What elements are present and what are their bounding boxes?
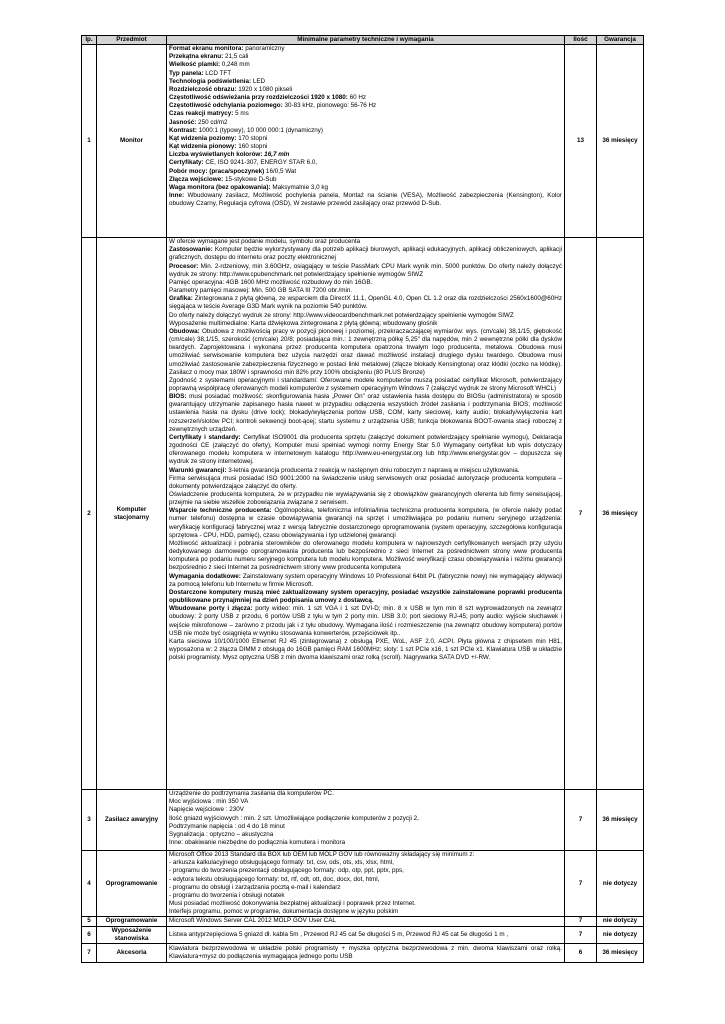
header-qty: Ilość (565, 36, 597, 45)
spec-value: Podtrzymanie napięcia : od 4 do 18 minut (169, 822, 285, 830)
header-item: Przedmiot (97, 36, 167, 45)
spec-label: Inne: (169, 191, 185, 199)
spec-label: Wsparcie techniczne producenta: (169, 507, 272, 515)
spec-label: Technologia podświetlenia: (169, 77, 252, 85)
spec-label: Przekątna ekranu: (169, 53, 224, 61)
spec-line (169, 246, 562, 262)
spec-line (169, 176, 562, 184)
row-item: Akcesoria (97, 943, 167, 962)
spec-value: Microsoft Windows Server CAL 2012 MOLP GOV User CAL (169, 917, 336, 925)
spec-line (169, 798, 562, 806)
row-spec (167, 943, 565, 962)
spec-value: 30-83 kHz, pionowego: 56-76 Hz (282, 102, 377, 110)
spec-label: Wymagania dodatkowe: (169, 572, 241, 580)
spec-line (169, 823, 562, 831)
row-spec (167, 917, 565, 926)
spec-line (169, 806, 562, 814)
spec-value: Napięcie wejściowe : 230V (169, 806, 244, 814)
spec-line (169, 900, 562, 908)
header-lp: lp. (82, 36, 97, 45)
spec-label: Procesor: (169, 262, 199, 270)
spec-value: Min. 2-rdzeniowy, min 3.60GHz, osiągający w teście PassMark CPU Mark wynik min. 5000 punktów. Do oferty należy dołączyć wydruk ze strony: http://www.cpubenchmark.net potwierdzający spełnienie wymogów SIWZ (169, 262, 562, 278)
row-spec (167, 851, 565, 917)
spec-value: 1000:1 (typowy), 10 000 000:1 (dynamiczny) (197, 126, 324, 134)
table-row (82, 917, 644, 926)
spec-line (169, 135, 562, 143)
spec-value: - programu do obsługi i zarządzania pocztą e-mail i kalendarz (169, 883, 341, 891)
spec-line (169, 86, 562, 94)
spec-line (169, 892, 562, 900)
spec-value: Pamięć operacyjna: 4GB 1600 MHz możliwość rozbudowy do min 16GB. (169, 278, 373, 286)
spec-line (169, 102, 562, 110)
row-item: Oprogramowanie (97, 917, 167, 926)
spec-line (169, 110, 562, 118)
row-warranty: 36 miesięcy (597, 790, 644, 851)
spec-line (169, 831, 562, 839)
spec-line (169, 238, 562, 246)
spec-label: Certyfikaty i standardy: (169, 433, 241, 441)
spec-line (169, 815, 562, 823)
spec-line (169, 790, 562, 798)
spec-value: Zintegrowana z płytą główną, ze wsparciem dla DirectX 11.1, OpenGL 4.0, Open CL 1.2 oraz dla rozdzielczości 2560x1600@60Hz sięgająca w teście Average G3D Mark wynik na poziomie 540 punktów. (169, 295, 562, 311)
row-item: Monitor (97, 45, 167, 238)
row-spec (167, 238, 565, 790)
spec-value: Możliwość aktualizacji i pobrania sterowników do oferowanego modelu komputera w najnowszych certyfikowanych wersjach przy użyciu dedykowanego darmowego oprogramowania producenta lub bezpośrednio z sieci Internet za pośrednictwem strony www producenta komputera po podaniu numeru seryjnego komputera lub modelu komputera. Możliwość weryfikacji czasu obowiązywania i reżimu gwarancji bezpośrednio z sieci Internet za pośrednictwem strony www producenta komputera (169, 539, 562, 572)
spec-value: panoramiczny (243, 45, 285, 53)
spec-value: Sygnalizacja : optyczno – akustyczna (169, 830, 274, 838)
spec-label: Grafika: (169, 295, 193, 303)
row-item: Oprogramowanie (97, 851, 167, 917)
spec-line (169, 467, 562, 475)
row-lp: 1 (82, 45, 97, 238)
spec-value: LED (251, 77, 266, 85)
row-warranty: 36 miesięcy (597, 238, 644, 790)
spec-label: Warunki gwarancji: (169, 466, 227, 474)
spec-value: Urządzenie do podtrzymania zasilania dla komputerów PC. (169, 790, 334, 798)
table-row (82, 926, 644, 943)
spec-value: 160 stopni (236, 143, 268, 151)
spec-label: Format ekranu monitora: (169, 45, 244, 53)
row-lp: 3 (82, 790, 97, 851)
spec-line (169, 127, 562, 135)
spec-value: Firma serwisująca musi posiadać ISO 9001:2000 na świadczenie usług serwisowych oraz posiadać autoryzacje producenta komputera – dokumenty potwierdzające załączyć do oferty. (169, 474, 562, 490)
spec-label: Liczba wyświetlanych kolorów: (169, 151, 263, 159)
spec-value: Zainstalowany system operacyjny Windows 10 Professional 64bit PL (fabrycznie nowy) nie wymagający aktywacji za pomocą telefonu lub Internetu w firmie Microsoft. (169, 572, 562, 588)
spec-line (169, 78, 562, 86)
row-spec (167, 790, 565, 851)
row-lp: 4 (82, 851, 97, 917)
spec-line (169, 279, 562, 287)
row-warranty: 36 miesięcy (597, 943, 644, 962)
spec-label: Waga monitora (bez opakowania): (169, 183, 271, 191)
spec-value: 60 Hz (347, 94, 367, 102)
spec-label: Częstotliwość odświeżania przy rozdzielczości 1920 x 1080: (169, 94, 348, 102)
spec-value: Maksymalnie 3,0 kg (270, 183, 328, 191)
row-qty: 7 (565, 926, 597, 943)
spec-line (169, 491, 562, 507)
spec-value: Inne: obakiwanie niezbędne do podłącznia komutera i monitora (169, 839, 346, 847)
spec-line (169, 287, 562, 295)
spec-label: Dostarczone komputery muszą mieć zaktualizowany system operacyjny, posiadać wszystkie zainstalowane poprawki producenta opublikowane przynajmniej na dzień podpisania umowy z dostawcą. (169, 588, 562, 605)
spec-line (169, 859, 562, 867)
spec-value: Obudowa z możliwością pracy w pozycji pionowej i poziomej, przekraczaczającej wymiarów: wys. (cm/cale) 38,1/15, głębokość (cm/cale) 38,1/15, szerokość (cm/cale) 20/8; posiadająca min.: 1 zewnętrzną półkę 5,25" dla napędów, min 2 wewnętrzne półki dla dysków twardych. Zaprojektowana i wykonana przez producenta komputera opatrzona trwałym logo producenta, metalowa. Obudowa musi umożliwiać serwisowanie komputera bez użycia narzędzi oraz dawać możliwość instalacji drugiego dysku twardego. Obudowa musi umożliwiać zastosowanie zabezpieczenia fizycznego w postaci linki metalowej (złącze blokady Kensingtona) oraz kłódki (oczko na kłódkę). Zasilacz o mocy max 180W i sprawności min 82% przy 100% obciążeniu (80 PLUS Bronze) (169, 327, 562, 376)
row-qty: 7 (565, 917, 597, 926)
row-item: Wyposażenie stanowiska (97, 926, 167, 943)
spec-label: Kontrast: (169, 126, 197, 134)
spec-label: Jasność: (169, 118, 197, 126)
spec-line (169, 320, 562, 328)
spec-label: Certyfikaty: (169, 159, 204, 167)
spec-label: BIOS: (169, 393, 187, 401)
spec-line (169, 70, 562, 78)
spec-line (169, 328, 562, 377)
spec-value: Ogólnopolska, telefoniczna infolinia/linia techniczna producenta komputera, (w ofercie należy podać numer telefonu) dostępna w czasie obowiązywania gwarancji na sprzęt i umożliwiająca po podaniu numeru seryjnego urządzenia: weryfikację konfiguracji fabrycznej wraz z wersją fabrycznie dostarczonego oprogramowania (system operacyjny, szczegółowa konfiguracja sprzętowa - CPU, HDD, pamięć), czasu obowiązywania i typ udzielonej gwarancji (169, 507, 562, 539)
specification-table (81, 35, 644, 963)
spec-label: Kąt widzenia pionowy: (169, 143, 237, 151)
spec-value: - programu do tworzenia i obsługi notatek (169, 891, 285, 899)
table-row (82, 943, 644, 962)
spec-value: 5 ms (233, 110, 249, 118)
spec-label: Obudowa: (169, 327, 200, 335)
spec-label: Zastosowanie: (169, 246, 213, 254)
spec-value: Musi posiadać możliwość dokonywania bezpłatnej aktualizacji i poprawek przez Internet. (169, 900, 416, 908)
spec-value: 16/0,5 Wat (264, 167, 297, 175)
spec-line (169, 263, 562, 279)
spec-value: - programu do tworzenia prezentacji obsługującego formaty: odp, otp, ppt, pptx, pps, (169, 867, 404, 875)
spec-line (169, 393, 562, 434)
spec-value: 21,5 cali (223, 53, 249, 61)
spec-line (169, 377, 562, 393)
row-spec (167, 926, 565, 943)
spec-value: 16,7 mln (262, 151, 290, 159)
spec-value: Wyposażenie multimedialne: Karta dźwiękowa zintegrowana z płytą główną; wbudowany głośnik (169, 319, 438, 327)
spec-line (169, 589, 562, 605)
spec-line (169, 867, 562, 875)
spec-value: Oświadczenie producenta komputera, że w przypadku nie wywiązywania się z obowiązków gwarancyjnych oferenta lub firmy serwisującej, przejmie na siebie wszelkie zobowiązania związane z serwisem. (169, 491, 562, 507)
spec-line (169, 312, 562, 320)
spec-value: Microsoft Office 2013 Standard dla BOX lub OEM lub MOLP GOV lub równoważny składający się minimum z: (169, 851, 475, 859)
table-row (82, 238, 644, 790)
row-spec (167, 45, 565, 238)
row-qty: 7 (565, 238, 597, 790)
header-warranty: Gwarancja (597, 36, 644, 45)
spec-label: Złącza wejściowe: (169, 175, 224, 183)
spec-line (169, 638, 562, 662)
spec-value: Parametry pamięci masowej: Min. 500 GB SATA III 7200 obr./min. (169, 287, 353, 295)
table-row (82, 45, 644, 238)
spec-line (169, 573, 562, 589)
spec-label: Pobór mocy: (praca/spoczynek) (169, 167, 265, 175)
spec-line (169, 119, 562, 127)
table-body (82, 45, 644, 963)
row-qty: 7 (565, 851, 597, 917)
spec-line (169, 53, 562, 61)
spec-line (169, 851, 562, 859)
spec-line (169, 159, 562, 167)
spec-line (169, 605, 562, 638)
spec-value: Ilość gniazd wyjściowych : min. 2 szt. Umożliwiające podłączenie komputerów z pozycji 2, (169, 814, 419, 822)
spec-value: CE, ISO 9241-307, ENERGY STAR 6.0, (203, 159, 318, 167)
spec-line (169, 61, 562, 69)
spec-value: Do oferty należy dołączyć wydruk ze strony: http://www.videocardbenchmark.net potwierdzający spełnienie wymogów SIWZ (169, 311, 514, 319)
spec-value: Karta sieciowa 10/100/1000 Ethernet RJ 45 (zintegrowana) z obsługą PXE, WoL, ASF 2.0, ACPI. Płyta główna z chipsetem min H81, wyposażona w: 2 złącza DIMM z obsługą do 16GB pamięci RAM 1600MHz; sloty: 1 szt PCIe x16, 1 szt PCIe x1. Klawiatura USB w układzie polski programisty. Mysz optyczna USB z min dwoma klawiszami oraz rolką (scroll). Nagrywarka SATA DVD +/-RW. (169, 637, 562, 662)
spec-value: Zgodność z systemami operacyjnymi i standardami: Oferowane modele komputerów muszą posiadać certyfikat Microsoft, potwierdzający poprawną współpracę oferowanych modeli komputerów z systemem operacyjnym Windows 7 (załączyć wydruk ze strony Microsoft WHCL) (169, 376, 562, 392)
spec-label: Kąt widzenia poziomy: (169, 134, 237, 142)
spec-value: - arkusza kalkulacyjnego obsługującego formaty: txt, csv, ods, ots, xls, xlsx, html, (169, 859, 394, 867)
spec-value: musi posiadać możliwość: skonfigurowania hasła „Power On" oraz ustawienia hasła dostępu do BIOSu (administratora) w sposób gwarantujący utrzymanie zapisanego hasła nawet w przypadku odłączenia wszystkich źródeł zasilania i podtrzymania BIOS; możliwość ustawienia hasła na dysku (drive lock); blokady/wyłączenia portów USB, COM, karty sieciowej, karty audio; blokady/wyłączenia kart rozszerzeń/slotów PCI; kontroli sekwencji boot-ącej; startu systemu z urządzenia USB; funkcja blokowania BOOT-owania stacji roboczej z zewnętrznych urządzeń. (169, 393, 562, 433)
row-warranty: nie dotyczy (597, 917, 644, 926)
spec-value: Klawiatura bezprzewodowa w układzie polski programisty + myszka optyczna bezprzewodowa z min. dwoma klawiszami oraz rolką. Klawiatura+mysz do podłączenia wymagająca jednego portu USB (169, 944, 562, 960)
row-item: Komputer stacjonarny (97, 238, 167, 790)
row-qty: 6 (565, 943, 597, 962)
spec-line (169, 540, 562, 573)
spec-value: - edytora tekstu obsługującego formaty: txt, rtf, odt, ott, doc, docx, dot, html, (169, 875, 380, 883)
spec-line (169, 94, 562, 102)
table-row (82, 790, 644, 851)
spec-value: 1920 x 1080 pikseli (236, 85, 293, 93)
spec-value: porty wideo: min. 1 szt VGA i 1 szt DVI-D; min. 8 x USB w tym min 8 szt wyprowadzonych na zewnątrz obudowy: 2 porty USB z przodu, 6 portów USB z tyłu w tym 2 porty min. USB 3.0; port sieciowy RJ-45; porty audio: wyjście słuchawek i wejście mikrofonowe – zarówno z przodu jak i z tyłu obudowy. Wymagana ilość i rozmieszczenie (na zewnątrz obudowy komputera) portów USB nie może być osiągnięta w wyniku stosowania konwerterów, przejściówek itp.. (169, 605, 562, 637)
row-warranty: 36 miesięcy (597, 45, 644, 238)
spec-line (169, 192, 562, 208)
spec-line (169, 931, 562, 939)
spec-line (169, 295, 562, 311)
row-lp: 2 (82, 238, 97, 790)
row-qty: 7 (565, 790, 597, 851)
spec-value: 15-stykowe D-Sub (223, 175, 277, 183)
table-header-row (82, 36, 644, 45)
row-lp: 6 (82, 926, 97, 943)
spec-value: Komputer będzie wykorzystywany dla potrzeb aplikacji biurowych, aplikacji edukacyjnych, aplikacji obliczeniowych, aplikacji graficznych, dostępu do internetu oraz poczty elektronicznej (169, 246, 562, 262)
spec-value: 3-letnia gwarancja producenta z reakcją w następnym dniu roboczym z naprawą w miejscu użytkowania. (226, 466, 520, 474)
table-row (82, 851, 644, 917)
row-lp: 5 (82, 917, 97, 926)
spec-value: 170 stopni (236, 134, 268, 142)
spec-label: Czas reakcji matrycy: (169, 110, 234, 118)
spec-line (169, 945, 562, 961)
spec-line (169, 839, 562, 847)
spec-value: W ofercie wymagane jest podanie modelu, symbolu oraz producenta (169, 238, 361, 246)
spec-line (169, 151, 562, 159)
spec-label: Wielkość plamki: (169, 61, 221, 69)
spec-label: Typ panela: (169, 69, 204, 77)
row-lp: 7 (82, 943, 97, 962)
spec-line (169, 917, 562, 925)
spec-value: Moc wyjściowa : min 350 VA (169, 798, 249, 806)
spec-line (169, 168, 562, 176)
spec-value: Wbudowany zasilacz, Możliwość pochylenia panela, Montaż na ścianie (VESA), Możliwość zabezpieczenia (Kensington), Kolor obudowy Czarny, Regulacja cyfrowa (OSD), W zestawie przewód zasilający oraz przewód D-Sub. (169, 191, 562, 208)
spec-value: Listwa antyprzepięciowa 5 gniazd dł. kabla 5m , Przewod RJ 45 cat 5e długości 5 m, Przewod RJ 45 cat 5e długości 1 m , (169, 930, 509, 938)
spec-line (169, 908, 562, 916)
row-qty: 13 (565, 45, 597, 238)
header-spec: Minimalne parametry techniczne i wymagania (167, 36, 565, 45)
spec-line (169, 434, 562, 467)
row-warranty: nie dotyczy (597, 851, 644, 917)
spec-value: Certyfikat ISO9001 dla producenta sprzętu (załączyć dokument potwierdzający spełnianie wymogu), Deklaracja zgodności CE (załączyć do oferty), Komputer musi spełniać wymogi normy Energy Star 5.0 Wymagany certyfikat lub wpis dotyczący oferowanego modelu komputera w internetowym katalogu http://www.eu-energystar.org lub http://www.energystar.gov – dopuszcza się wydruk ze strony internetowej. (169, 433, 562, 466)
spec-line (169, 876, 562, 884)
spec-line (169, 184, 562, 192)
spec-value: Interfejs programu, pomoc w programie, dokumentacja dostępne w języku polskim (169, 908, 399, 916)
row-warranty: nie dotyczy (597, 926, 644, 943)
spec-line (169, 45, 562, 53)
spec-line (169, 143, 562, 151)
spec-label: Wbudowane porty i złącza: (169, 605, 253, 613)
spec-label: Rozdzielczość obrazu: (169, 85, 237, 93)
row-item: Zasilacz awaryjny (97, 790, 167, 851)
spec-value: 250 cd/m2 (196, 118, 228, 126)
spec-label: Częstotliwość odchylania poziomego: (169, 102, 283, 110)
spec-value: LCD TFT (203, 69, 232, 77)
spec-value: 0,248 mm (220, 61, 250, 69)
spec-line (169, 884, 562, 892)
spec-line (169, 507, 562, 540)
spec-line (169, 475, 562, 491)
